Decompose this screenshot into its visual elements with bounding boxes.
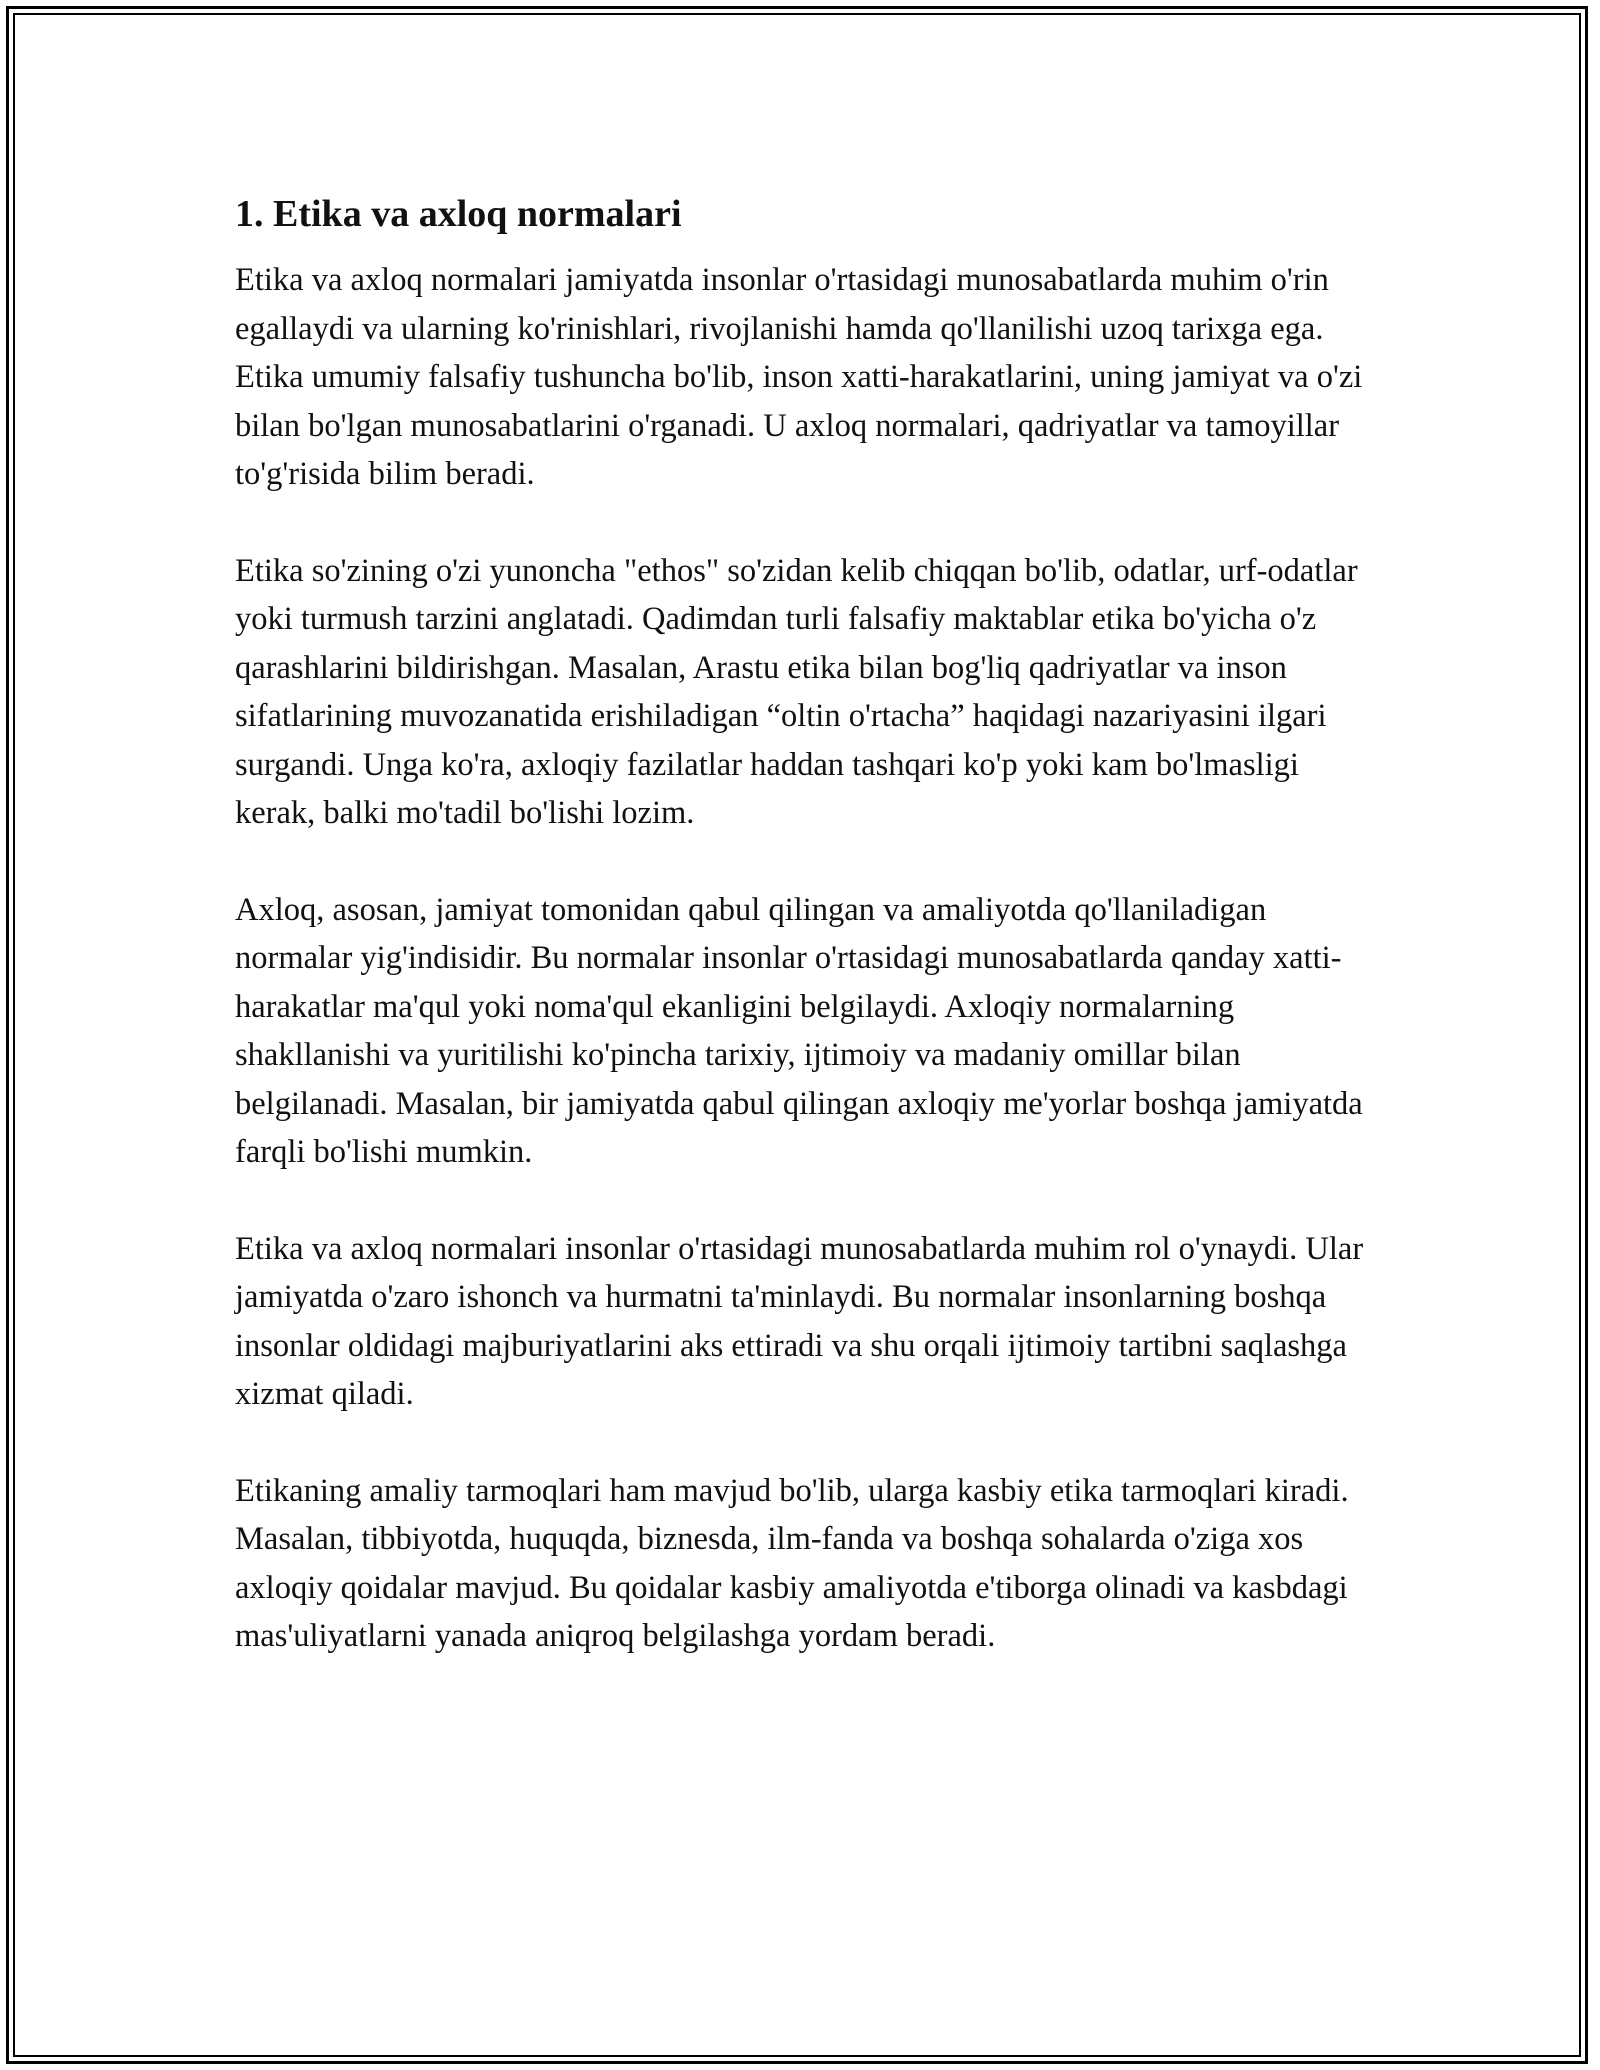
document-body bbox=[235, 188, 1365, 1709]
paragraph-2: Etika so'zining o'zi yunoncha "ethos" so'zidan kelib chiqqan bo'lib, odatlar, urf-odatlar yoki turmush tarzini anglatadi. Qadimdan turli falsafiy maktablar etika bo'yicha o'z qarashlarini bildirishgan. Masalan, Arastu etika bilan bog'liq qadriyatlar va inson sifatlarining muvozanatida erishiladigan “oltin o'rtacha” haqidagi nazariyasini ilgari surgandi. Unga ko'ra, axloqiy fazilatlar haddan tashqari ko'p yoki kam bo'lmasligi kerak, balki mo'tadil bo'lishi lozim. bbox=[235, 552, 1358, 831]
paragraph-1: Etika va axloq normalari jamiyatda insonlar o'rtasidagi munosabatlarda muhim o'rin egallaydi va ularning ko'rinishlari, rivojlanishi hamda qo'llanilishi uzoq tarixga ega. Etika umumiy falsafiy tushuncha bo'lib, inson xatti-harakatlarini, uning jamiyat va o'zi bilan bo'lgan munosabatlarini o'rganadi. U axloq normalari, qadriyatlar va tamoyillar to'g'risida bilim beradi. bbox=[235, 262, 1363, 492]
paragraph-3: Axloq, asosan, jamiyat tomonidan qabul qilingan va amaliyotda qo'llaniladigan normalar yig'indisidir. Bu normalar insonlar o'rtasidagi munosabatlarda qanday xatti-harakatlar ma'qul yoki noma'qul ekanligini belgilaydi. Axloqiy normalarning shakllanishi va yuritilishi ko'pincha tarixiy, ijtimoiy va madaniy omillar bilan belgilanadi. Masalan, bir jamiyatda qabul qilingan axloqiy me'yorlar boshqa jamiyatda farqli bo'lishi mumkin. bbox=[235, 891, 1363, 1170]
paragraph-4: Etika va axloq normalari insonlar o'rtasidagi munosabatlarda muhim rol o'ynaydi. Ular jamiyatda o'zaro ishonch va hurmatni ta'minlaydi. Bu normalar insonlarning boshqa insonlar oldidagi majburiyatlarini aks ettiradi va shu orqali ijtimoiy tartibni saqlashga xizmat qiladi. bbox=[235, 1230, 1364, 1412]
section-title: 1. Etika va axloq normalari bbox=[235, 193, 682, 235]
paragraph-5: Etikaning amaliy tarmoqlari ham mavjud bo'lib, ularga kasbiy etika tarmoqlari kiradi. Masalan, tibbiyotda, huquqda, biznesda, ilm-fanda va boshqa sohalarda o'ziga xos axloqiy qoidalar mavjud. Bu qoidalar kasbiy amaliyotda e'tiborga olinadi va kasbdagi mas'uliyatlarni yanada aniqroq belgilashga yordam beradi. bbox=[235, 1472, 1349, 1654]
